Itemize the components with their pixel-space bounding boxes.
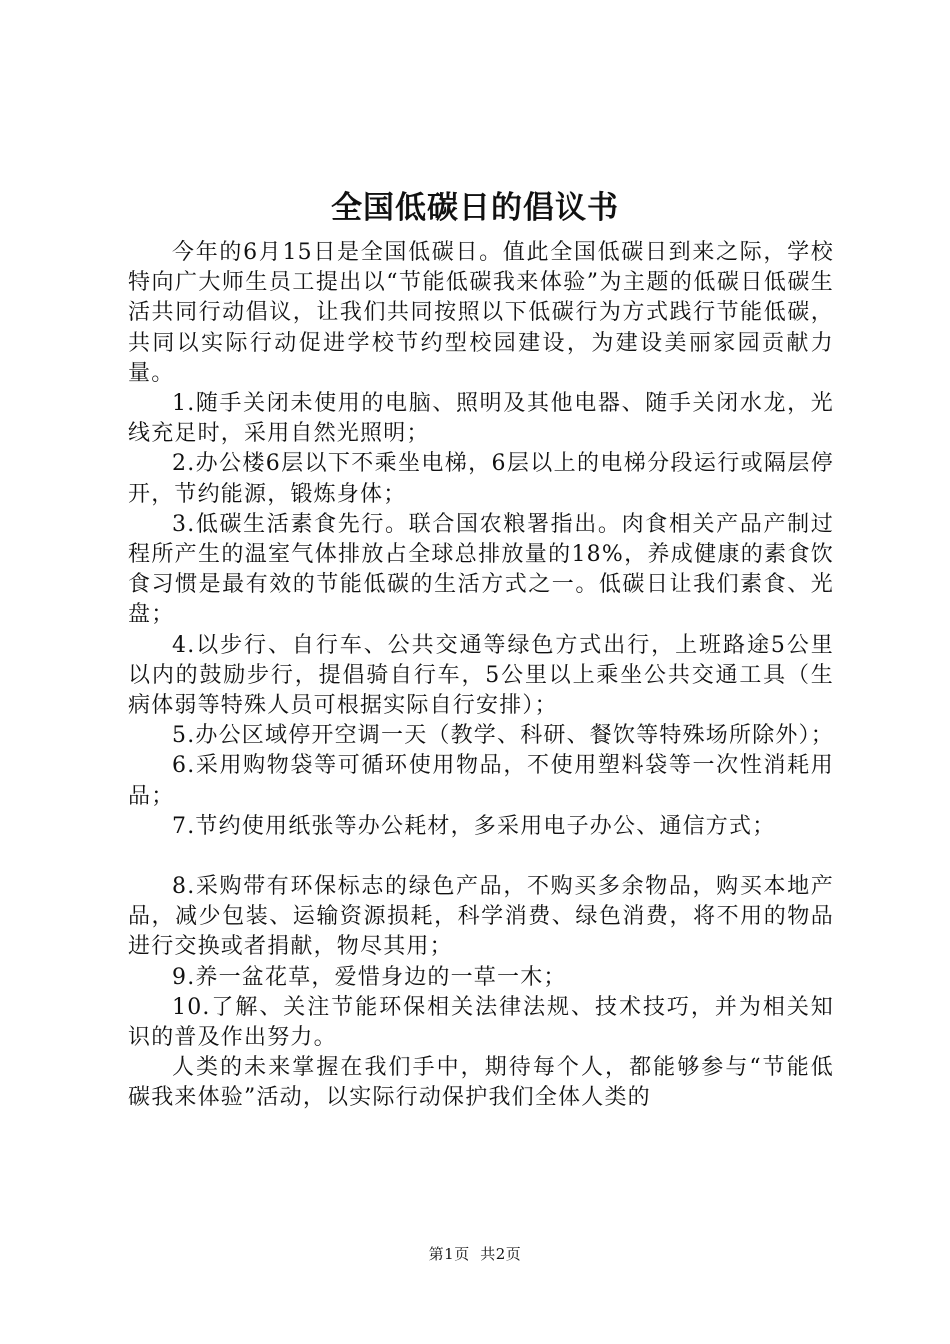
proposal-item-3: 3.低碳生活素食先行。联合国农粮署指出。肉食相关产品产制过程所产生的温室气体排放占全球总排放量的18%，养成健康的素食饮食习惯是最有效的节能低碳的生活方式之一。低碳日让我们素食、光盘； bbox=[128, 511, 834, 628]
proposal-item-9: 9.养一盆花草，爱惜身边的一草一木； bbox=[172, 964, 567, 990]
proposal-item-8: 8.采购带有环保标志的绿色产品，不购买多余物品，购买本地产品，减少包装、运输资源损耗，科学消费、绿色消费，将不用的物品进行交换或者捐献，物尽其用； bbox=[128, 874, 834, 960]
intro-paragraph: 今年的6月15日是全国低碳日。值此全国低碳日到来之际，学校特向广大师生员工提出以“节能低碳我来体验”为主题的低碳日低碳生活共同行动倡议，让我们共同按照以下低碳行为方式践行节能低碳，共同以实际行动促进学校节约型校园建设，为建设美丽家园贡献力量。 bbox=[128, 240, 834, 386]
page-total: 共2页 bbox=[480, 1245, 522, 1263]
proposal-item-1: 1.随手关闭未使用的电脑、照明及其他电器、随手关闭水龙，光线充足时，采用自然光照明； bbox=[128, 391, 834, 447]
proposal-item-7: 7.节约使用纸张等办公耗材，多采用电子办公、通信方式； bbox=[172, 813, 776, 839]
page-footer bbox=[0, 1244, 950, 1264]
proposal-item-6: 6.采用购物袋等可循环使用物品，不使用塑料袋等一次性消耗用品； bbox=[128, 753, 834, 809]
page-number: 第1页 bbox=[428, 1245, 470, 1263]
proposal-item-4: 4.以步行、自行车、公共交通等绿色方式出行，上班路途5公里以内的鼓励步行，提倡骑自行车，5公里以上乘坐公共交通工具（生病体弱等特殊人员可根据实际自行安排）； bbox=[128, 632, 834, 719]
proposal-item-10: 10.了解、关注节能环保相关法律法规、技术技巧，并为相关知识的普及作出努力。 bbox=[128, 994, 834, 1051]
document-body bbox=[128, 238, 834, 1114]
proposal-item-2: 2.办公楼6层以下不乘坐电梯，6层以上的电梯分段运行或隔层停开，节约能源，锻炼身体； bbox=[128, 451, 834, 507]
closing-paragraph: 人类的未来掌握在我们手中，期待每个人，都能够参与“节能低碳我来体验”活动，以实际行动保护我们全体人类的 bbox=[128, 1055, 834, 1111]
proposal-item-5: 5.办公区域停开空调一天（教学、科研、餐饮等特殊场所除外）； bbox=[172, 723, 834, 749]
document-title: 全国低碳日的倡议书 bbox=[331, 190, 619, 226]
